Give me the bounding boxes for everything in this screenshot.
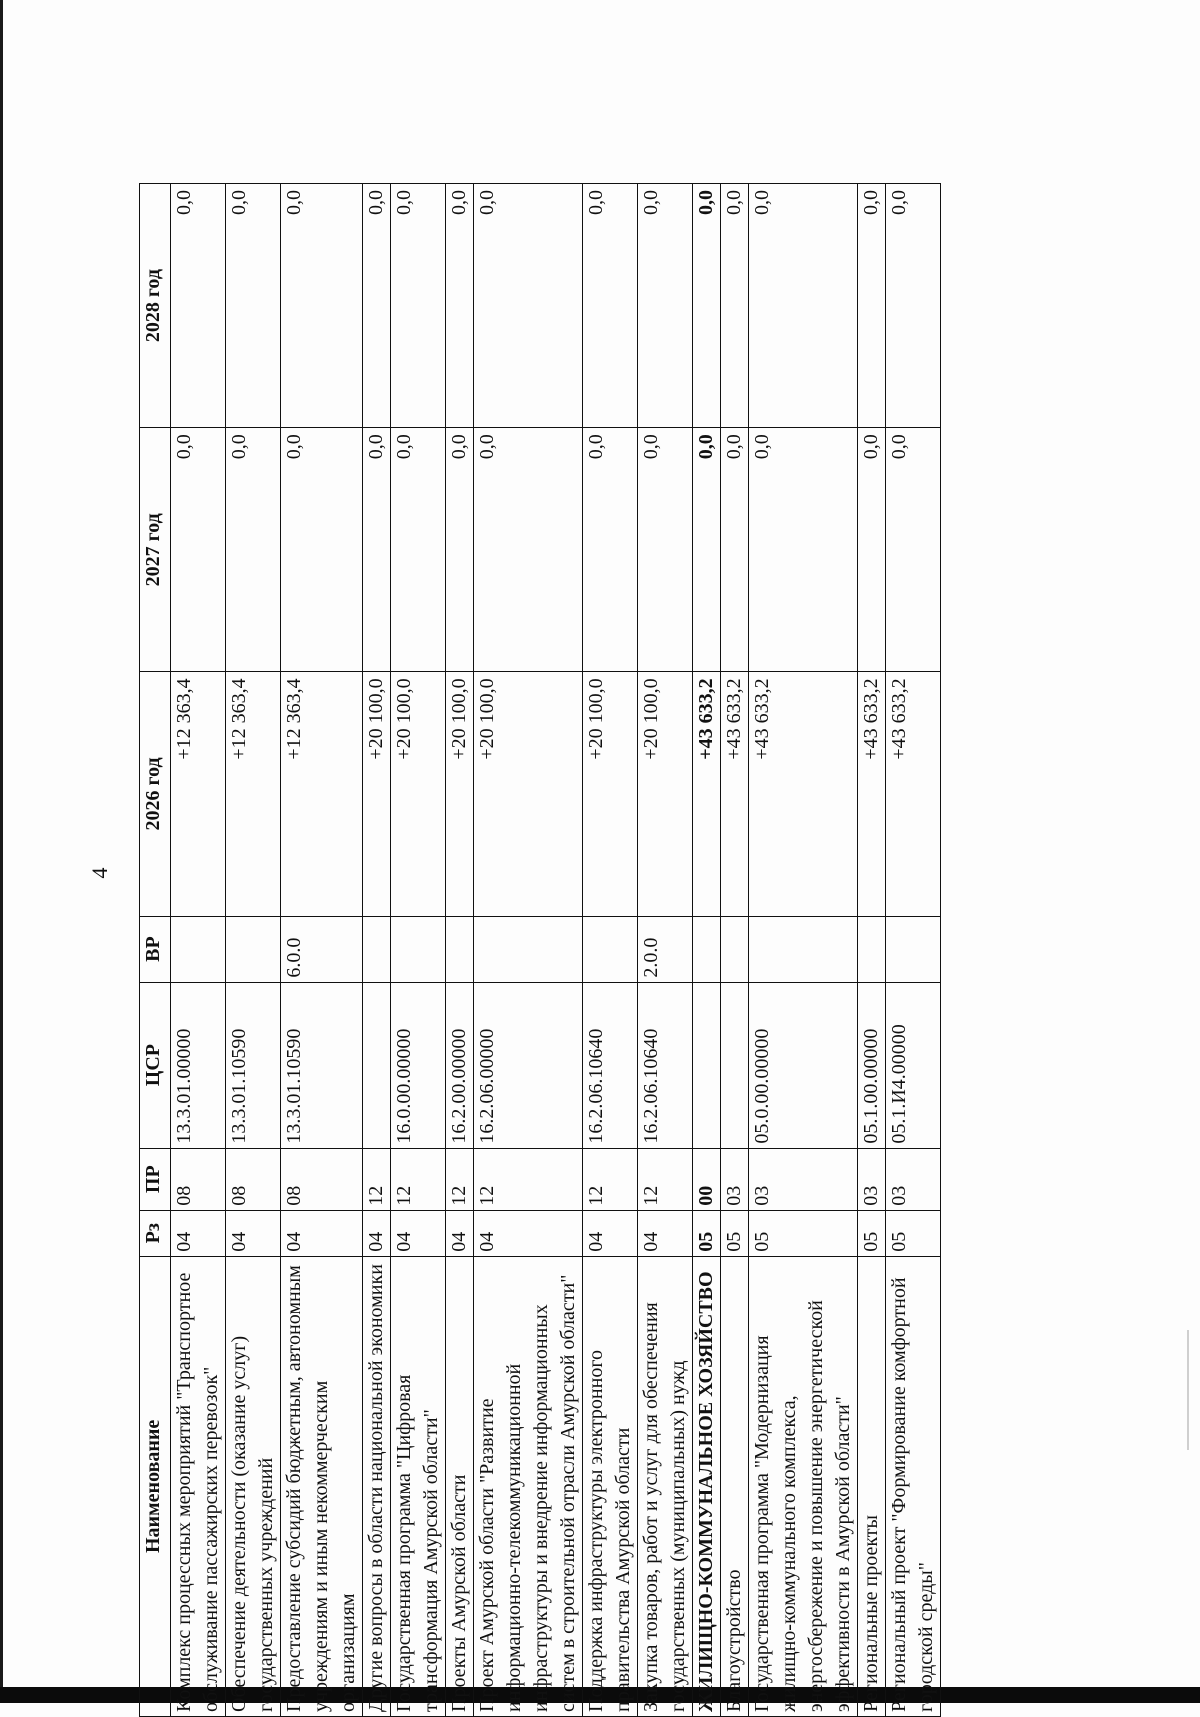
cell-name: Благоустройство bbox=[721, 1256, 749, 1716]
header-2027: 2027 год bbox=[140, 428, 171, 672]
cell-name: Региональный проект "Формирование комфортной городской среды" bbox=[886, 1256, 941, 1716]
cell-rz: 04 bbox=[226, 1210, 281, 1256]
table-row bbox=[446, 184, 474, 1717]
cell-pr: 00 bbox=[693, 1148, 721, 1210]
cell-2028: 0,0 bbox=[858, 184, 886, 428]
table-row bbox=[721, 184, 749, 1717]
cell-rz: 05 bbox=[886, 1210, 941, 1256]
cell-2026: +43 633,2 bbox=[693, 672, 721, 916]
cell-pr: 03 bbox=[721, 1148, 749, 1210]
header-pr: ПР bbox=[140, 1148, 171, 1210]
cell-vr bbox=[858, 916, 886, 982]
table-row bbox=[281, 184, 363, 1717]
header-2026: 2026 год bbox=[140, 672, 171, 916]
cell-pr: 12 bbox=[391, 1148, 446, 1210]
cell-2026: +43 633,2 bbox=[749, 672, 858, 916]
table-row bbox=[638, 184, 693, 1717]
header-csr: ЦСР bbox=[140, 982, 171, 1148]
cell-name: Государственная программа "Цифровая трансформация Амурской области" bbox=[391, 1256, 446, 1716]
cell-2028: 0,0 bbox=[749, 184, 858, 428]
cell-2028: 0,0 bbox=[171, 184, 226, 428]
table-row bbox=[363, 184, 391, 1717]
cell-vr bbox=[583, 916, 638, 982]
table-body bbox=[171, 184, 941, 1717]
cell-2026: +20 100,0 bbox=[638, 672, 693, 916]
cell-vr: 6.0.0 bbox=[281, 916, 363, 982]
cell-vr bbox=[226, 916, 281, 982]
cell-2026: +12 363,4 bbox=[281, 672, 363, 916]
cell-name: Проект Амурской области "Развитие информационно-телекоммуникационной инфраструктуры и внедрение информационных систем в строительной отрасли Амурской области" bbox=[474, 1256, 583, 1716]
cell-2028: 0,0 bbox=[391, 184, 446, 428]
cell-2026: +43 633,2 bbox=[721, 672, 749, 916]
cell-2027: 0,0 bbox=[474, 428, 583, 672]
cell-name: Другие вопросы в области национальной экономики bbox=[363, 1256, 391, 1716]
cell-csr: 16.2.06.00000 bbox=[474, 982, 583, 1148]
header-name: Наименование bbox=[140, 1256, 171, 1716]
cell-rz: 05 bbox=[693, 1210, 721, 1256]
table-row bbox=[749, 184, 858, 1717]
cell-csr: 16.2.06.10640 bbox=[638, 982, 693, 1148]
cell-2026: +43 633,2 bbox=[886, 672, 941, 916]
cell-2027: 0,0 bbox=[749, 428, 858, 672]
header-rz: Рз bbox=[140, 1210, 171, 1256]
cell-vr bbox=[886, 916, 941, 982]
cell-2027: 0,0 bbox=[886, 428, 941, 672]
cell-2027: 0,0 bbox=[721, 428, 749, 672]
cell-rz: 04 bbox=[583, 1210, 638, 1256]
cell-name: Поддержка инфраструктуры электронного правительства Амурской области bbox=[583, 1256, 638, 1716]
page-number: 4 bbox=[87, 867, 112, 879]
table-row bbox=[226, 184, 281, 1717]
table-row bbox=[474, 184, 583, 1717]
cell-rz: 04 bbox=[638, 1210, 693, 1256]
cell-vr bbox=[391, 916, 446, 982]
cell-csr bbox=[363, 982, 391, 1148]
cell-rz: 04 bbox=[171, 1210, 226, 1256]
cell-vr bbox=[363, 916, 391, 982]
cell-2027: 0,0 bbox=[171, 428, 226, 672]
cell-pr: 12 bbox=[474, 1148, 583, 1210]
cell-rz: 05 bbox=[749, 1210, 858, 1256]
cell-csr: 16.2.06.10640 bbox=[583, 982, 638, 1148]
scan-artifact bbox=[1187, 1330, 1189, 1450]
cell-name: Комплекс процессных мероприятий "Транспортное обслуживание пассажирских перевозок" bbox=[171, 1256, 226, 1716]
cell-vr bbox=[693, 916, 721, 982]
cell-rz: 04 bbox=[474, 1210, 583, 1256]
header-2028: 2028 год bbox=[140, 184, 171, 428]
table-row bbox=[886, 184, 941, 1717]
cell-csr bbox=[721, 982, 749, 1148]
cell-2028: 0,0 bbox=[583, 184, 638, 428]
scan-edge-left bbox=[0, 0, 3, 1703]
cell-vr bbox=[446, 916, 474, 982]
cell-name: Региональные проекты bbox=[858, 1256, 886, 1716]
table-row bbox=[391, 184, 446, 1717]
cell-pr: 03 bbox=[858, 1148, 886, 1210]
cell-name: Предоставление субсидий бюджетным, автономным учреждениям и иным некоммерческим организациям bbox=[281, 1256, 363, 1716]
cell-2028: 0,0 bbox=[474, 184, 583, 428]
cell-name: Обеспечение деятельности (оказание услуг) государственных учреждений bbox=[226, 1256, 281, 1716]
cell-pr: 12 bbox=[446, 1148, 474, 1210]
cell-2026: +20 100,0 bbox=[474, 672, 583, 916]
cell-2027: 0,0 bbox=[281, 428, 363, 672]
table-row bbox=[693, 184, 721, 1717]
cell-2026: +20 100,0 bbox=[446, 672, 474, 916]
cell-csr: 16.2.00.00000 bbox=[446, 982, 474, 1148]
cell-name: Государственная программа "Модернизация жилищно-коммунального комплекса, энергосбережение и повышение энергетической эффективности в Амурской области" bbox=[749, 1256, 858, 1716]
rotated-table-container bbox=[139, 183, 1019, 1717]
cell-2028: 0,0 bbox=[886, 184, 941, 428]
cell-2028: 0,0 bbox=[363, 184, 391, 428]
cell-2028: 0,0 bbox=[446, 184, 474, 428]
table-row bbox=[583, 184, 638, 1717]
table-row bbox=[171, 184, 226, 1717]
cell-pr: 08 bbox=[281, 1148, 363, 1210]
cell-vr bbox=[171, 916, 226, 982]
cell-pr: 03 bbox=[886, 1148, 941, 1210]
cell-2026: +20 100,0 bbox=[363, 672, 391, 916]
table-row bbox=[858, 184, 886, 1717]
cell-2027: 0,0 bbox=[638, 428, 693, 672]
cell-vr bbox=[474, 916, 583, 982]
cell-name: ЖИЛИЩНО-КОММУНАЛЬНОЕ ХОЗЯЙСТВО bbox=[693, 1256, 721, 1716]
cell-rz: 04 bbox=[281, 1210, 363, 1256]
cell-vr bbox=[721, 916, 749, 982]
cell-2027: 0,0 bbox=[858, 428, 886, 672]
cell-2028: 0,0 bbox=[226, 184, 281, 428]
cell-pr: 08 bbox=[226, 1148, 281, 1210]
cell-csr: 13.3.01.10590 bbox=[226, 982, 281, 1148]
cell-rz: 05 bbox=[721, 1210, 749, 1256]
cell-rz: 04 bbox=[446, 1210, 474, 1256]
cell-name: Проекты Амурской области bbox=[446, 1256, 474, 1716]
cell-csr: 16.0.00.00000 bbox=[391, 982, 446, 1148]
cell-2026: +12 363,4 bbox=[226, 672, 281, 916]
cell-pr: 03 bbox=[749, 1148, 858, 1210]
cell-csr: 13.3.01.10590 bbox=[281, 982, 363, 1148]
cell-2027: 0,0 bbox=[446, 428, 474, 672]
cell-2027: 0,0 bbox=[391, 428, 446, 672]
cell-pr: 12 bbox=[583, 1148, 638, 1210]
cell-2027: 0,0 bbox=[693, 428, 721, 672]
cell-rz: 04 bbox=[391, 1210, 446, 1256]
cell-2026: +20 100,0 bbox=[391, 672, 446, 916]
cell-csr: 05.1.И4.00000 bbox=[886, 982, 941, 1148]
cell-2028: 0,0 bbox=[721, 184, 749, 428]
cell-csr: 13.3.01.00000 bbox=[171, 982, 226, 1148]
cell-2026: +43 633,2 bbox=[858, 672, 886, 916]
cell-csr: 05.0.00.00000 bbox=[749, 982, 858, 1148]
cell-2026: +20 100,0 bbox=[583, 672, 638, 916]
cell-rz: 04 bbox=[363, 1210, 391, 1256]
cell-csr bbox=[693, 982, 721, 1148]
budget-table bbox=[139, 183, 941, 1717]
cell-2028: 0,0 bbox=[638, 184, 693, 428]
cell-csr: 05.1.00.00000 bbox=[858, 982, 886, 1148]
cell-2028: 0,0 bbox=[281, 184, 363, 428]
cell-pr: 12 bbox=[638, 1148, 693, 1210]
cell-vr bbox=[749, 916, 858, 982]
header-vr: ВР bbox=[140, 916, 171, 982]
cell-name: Закупка товаров, работ и услуг для обеспечения государственных (муниципальных) нужд bbox=[638, 1256, 693, 1716]
table-header-row bbox=[140, 184, 171, 1717]
cell-rz: 05 bbox=[858, 1210, 886, 1256]
cell-pr: 12 bbox=[363, 1148, 391, 1210]
cell-2028: 0,0 bbox=[693, 184, 721, 428]
cell-2027: 0,0 bbox=[363, 428, 391, 672]
cell-2027: 0,0 bbox=[226, 428, 281, 672]
cell-pr: 08 bbox=[171, 1148, 226, 1210]
cell-2026: +12 363,4 bbox=[171, 672, 226, 916]
cell-2027: 0,0 bbox=[583, 428, 638, 672]
cell-vr: 2.0.0 bbox=[638, 916, 693, 982]
